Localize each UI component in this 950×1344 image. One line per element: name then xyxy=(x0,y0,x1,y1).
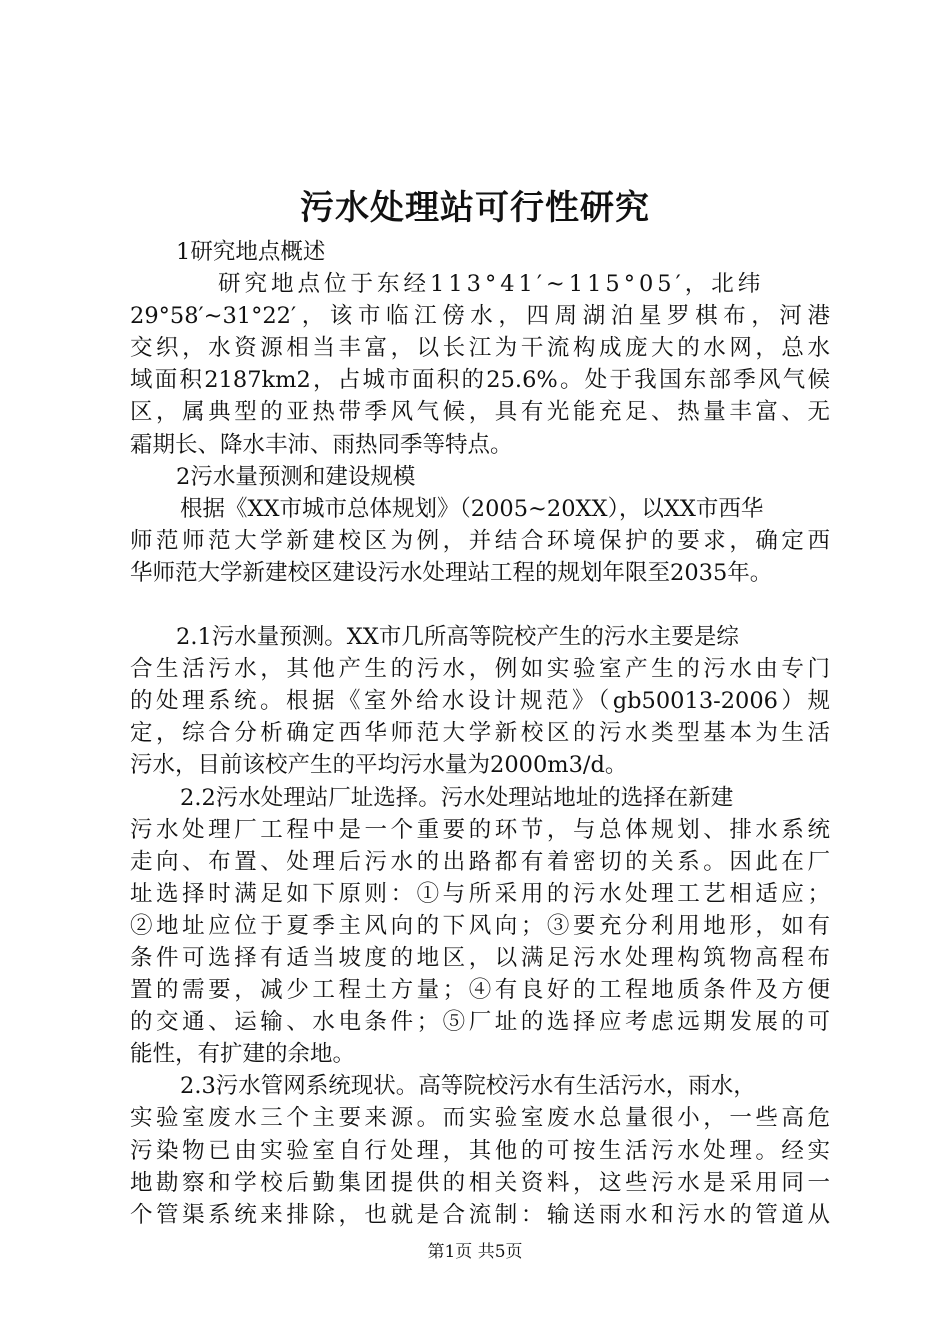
paragraph-line: 置的需要，减少工程土方量；④有良好的工程地质条件及方便 xyxy=(130,977,830,1004)
paragraph-line: 霜期长、降水丰沛、雨热同季等特点。 xyxy=(130,431,513,458)
document-body xyxy=(130,236,830,1231)
paragraph-spacer xyxy=(130,589,830,621)
paragraph-line: 的处理系统。根据《室外给水设计规范》（gb50013-2006）规 xyxy=(130,688,830,715)
paragraph-line: 实验室废水三个主要来源。而实验室废水总量很小，一些高危 xyxy=(130,1105,830,1132)
paragraph-line: 走向、布置、处理后污水的出路都有着密切的关系。因此在厂 xyxy=(130,848,830,875)
paragraph-line: 师范师范大学新建校区为例，并结合环境保护的要求，确定西 xyxy=(130,527,830,554)
paragraph-line: 污水，目前该校产生的平均污水量为2000m3/d。 xyxy=(130,752,628,779)
paragraph-line: 个管渠系统来排除，也就是合流制：输送雨水和污水的管道从 xyxy=(130,1201,830,1228)
page-footer: 第1页 共5页 xyxy=(427,1242,523,1262)
paragraph-line: 合生活污水，其他产生的污水，例如实验室产生的污水由专门 xyxy=(130,656,830,683)
paragraph-line: 2.1污水量预测。XX市几所高等院校产生的污水主要是综 xyxy=(176,624,739,651)
paragraph-line: 华师范大学新建校区建设污水处理站工程的规划年限至2035年。 xyxy=(130,559,773,586)
paragraph-line: 交织，水资源相当丰富，以长江为干流构成庞大的水网，总水 xyxy=(130,335,830,362)
paragraph-line: ②地址应位于夏季主风向的下风向；③要充分利用地形，如有 xyxy=(130,912,830,939)
document-title: 污水处理站可行性研究 xyxy=(300,188,650,228)
paragraph-line: 区，属典型的亚热带季风气候，具有光能充足、热量丰富、无 xyxy=(130,399,830,426)
paragraph-line: 能性，有扩建的余地。 xyxy=(130,1041,356,1068)
paragraph-line: 污染物已由实验室自行处理，其他的可按生活污水处理。经实 xyxy=(130,1137,830,1164)
section-heading-2: 2污水量预测和建设规模 xyxy=(176,463,416,490)
paragraph-line: 条件可选择有适当坡度的地区，以满足污水处理构筑物高程布 xyxy=(130,944,830,971)
paragraph-line: 址选择时满足如下原则：①与所采用的污水处理工艺相适应； xyxy=(130,880,830,907)
section-heading-1: 1研究地点概述 xyxy=(176,239,326,265)
paragraph-line: 域面积2187km2，占城市面积的25.6%。处于我国东部季风气候 xyxy=(130,367,830,394)
paragraph-line: 29°58′~31°22′，该市临江傍水，四周湖泊星罗棋布，河港 xyxy=(130,303,830,330)
paragraph-line: 定，综合分析确定西华师范大学新校区的污水类型基本为生活 xyxy=(130,720,830,747)
paragraph-line: 污水处理厂工程中是一个重要的环节，与总体规划、排水系统 xyxy=(130,816,830,843)
paragraph-line: 2.3污水管网系统现状。高等院校污水有生活污水，雨水， xyxy=(180,1073,756,1100)
paragraph-line: 研究地点位于东经113°41′~115°05′，北纬 xyxy=(218,271,765,298)
paragraph-line: 2.2污水处理站厂址选择。污水处理站地址的选择在新建 xyxy=(180,784,734,811)
paragraph-line: 地勘察和学校后勤集团提供的相关资料，这些污水是采用同一 xyxy=(130,1169,830,1196)
paragraph-line: 根据《XX市城市总体规划》（2005~20XX），以XX市西华 xyxy=(180,495,764,522)
paragraph-line: 的交通、运输、水电条件；⑤厂址的选择应考虑远期发展的可 xyxy=(130,1009,830,1036)
